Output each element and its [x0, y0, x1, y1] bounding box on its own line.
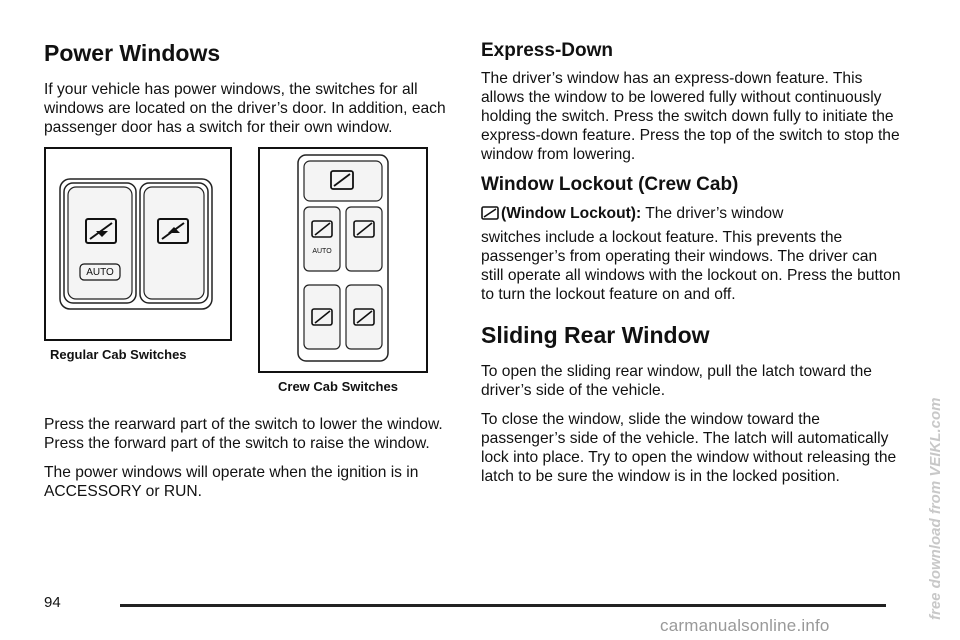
crew-cab-switch-illustration — [260, 149, 426, 371]
window-lockout-label: (Window Lockout): — [501, 204, 642, 222]
window-lockout-body-start: The driver’s window — [645, 204, 784, 222]
operation-paragraph: Press the rearward part of the switch to lower the window. Press the forward part of the switch to raise the window. — [44, 416, 443, 453]
right-column — [481, 40, 901, 496]
auto-label: AUTO — [312, 248, 332, 256]
left-column — [44, 40, 452, 511]
watermark-text: free download from VEIKL.com — [927, 397, 944, 620]
section-title-window-lockout: Window Lockout (Crew Cab) — [481, 173, 739, 195]
crew-cab-figure — [258, 147, 428, 373]
crew-cab-caption: Crew Cab Switches — [278, 379, 398, 395]
express-down-paragraph: The driver’s window has an express-down feature. This allows the window to be lowered fully without continuously holding the switch. Press the switch down fully to initiate the express-down feature. Press the top of the switch to stop the window from lowering. — [481, 69, 900, 163]
window-lockout-icon — [481, 205, 499, 228]
section-title-power-windows: Power Windows — [44, 40, 221, 66]
sliding-close-paragraph: To close the window, slide the window toward the passenger’s side of the vehicle. The latch will automatically lock into place. Try to open the window without releasing the latch to be sure the window is in the locked position. — [481, 411, 897, 486]
window-lockout-line — [481, 203, 901, 228]
regular-cab-switch-illustration — [46, 149, 230, 339]
auto-label: AUTO — [86, 267, 114, 279]
switch-figures — [44, 147, 452, 407]
sliding-open-paragraph: To open the sliding rear window, pull the latch toward the driver’s side of the vehicle. — [481, 363, 872, 400]
regular-cab-figure — [44, 147, 232, 341]
intro-paragraph: If your vehicle has power windows, the switches for all windows are located on the driver’s door. In addition, each passenger door has a switch for their own window. — [44, 81, 446, 137]
section-title-sliding-rear-window: Sliding Rear Window — [481, 321, 710, 348]
page-number: 94 — [44, 594, 61, 611]
section-title-express-down: Express-Down — [481, 40, 613, 61]
window-lockout-paragraph: switches include a lockout feature. This prevents the passenger’s from operating their windows. The driver can still operate all windows with the lockout on. Press the button to turn the lockout feature on and off. — [481, 228, 901, 303]
regular-cab-caption: Regular Cab Switches — [50, 347, 187, 363]
footer-rule — [120, 604, 886, 607]
site-watermark: carmanualsonline.info — [660, 616, 830, 635]
ignition-paragraph: The power windows will operate when the ignition is in ACCESSORY or RUN. — [44, 464, 419, 501]
download-watermark — [914, 330, 954, 620]
